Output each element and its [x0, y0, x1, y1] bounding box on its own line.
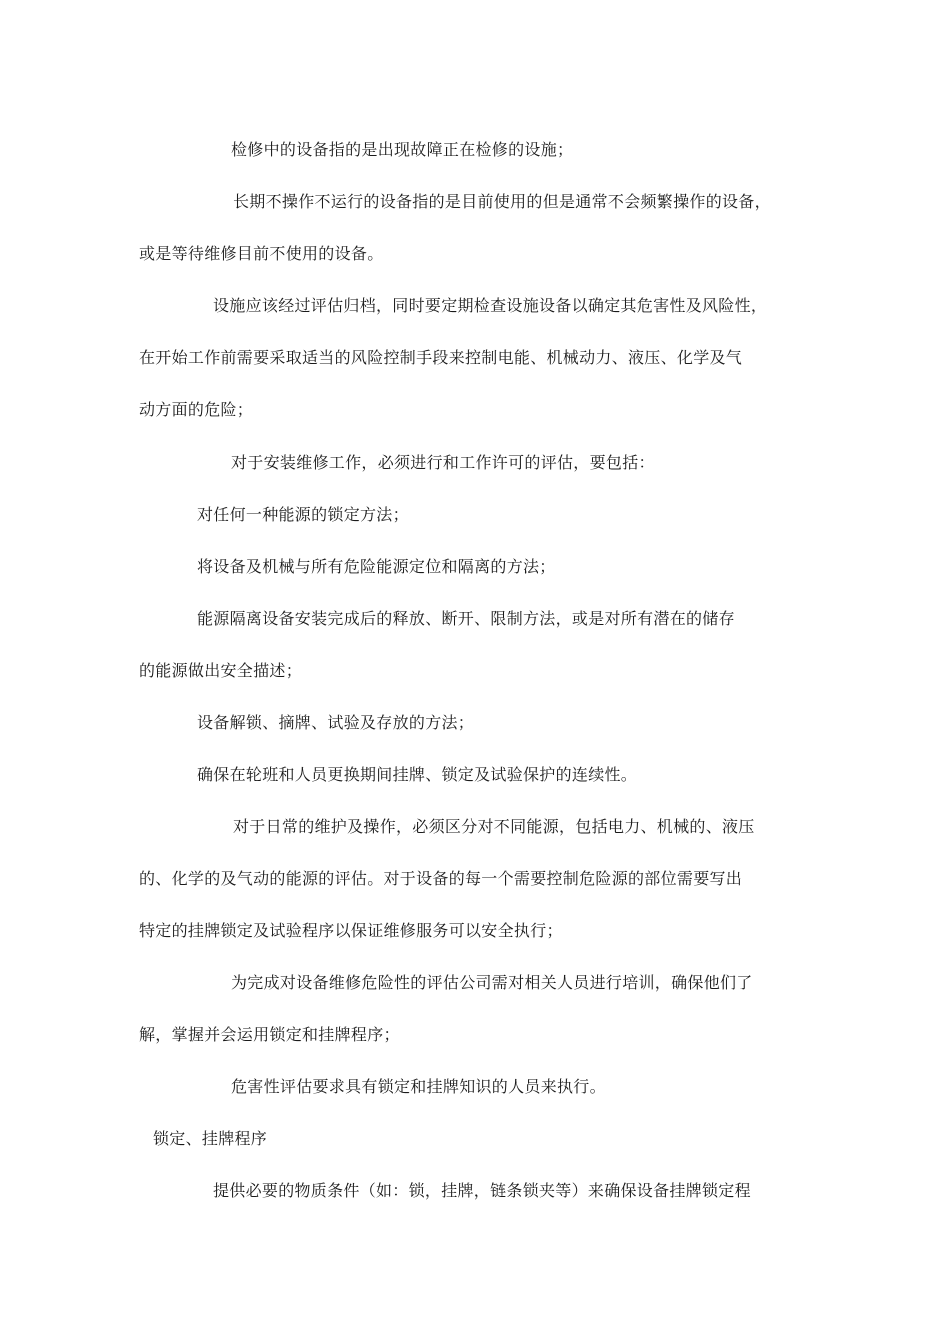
text-line: 能源隔离设备安装完成后的释放、断开、限制方法，或是对所有潜在的储存 [197, 609, 735, 628]
text-line: 对于安装维修工作，必须进行和工作许可的评估，要包括： [231, 453, 655, 472]
text-line: 确保在轮班和人员更换期间挂牌、锁定及试验保护的连续性。 [197, 765, 638, 784]
text-line: 特定的挂牌锁定及试验程序以保证维修服务可以安全执行； [139, 921, 563, 940]
text-line: 或是等待维修目前不使用的设备。 [139, 244, 384, 263]
text-line: 解，掌握并会运用锁定和挂牌程序； [139, 1025, 400, 1044]
text-line: 的能源做出安全描述； [139, 661, 303, 680]
section-heading: 锁定、挂牌程序 [153, 1129, 268, 1148]
text-line: 将设备及机械与所有危险能源定位和隔离的方法； [197, 557, 556, 576]
text-line: 的、化学的及气动的能源的评估。对于设备的每一个需要控制危险源的部位需要写出 [139, 869, 743, 888]
text-line: 危害性评估要求具有锁定和挂牌知识的人员来执行。 [231, 1077, 606, 1096]
text-line: 在开始工作前需要采取适当的风险控制手段来控制电能、机械动力、液压、化学及气 [139, 348, 743, 367]
text-line: 提供必要的物质条件（如：锁，挂牌，链条锁夹等）来确保设备挂牌锁定程 [213, 1181, 751, 1200]
text-line: 设施应该经过评估归档，同时要定期检查设施设备以确定其危害性及风险性， [213, 296, 768, 315]
text-line: 对于日常的维护及操作，必须区分对不同能源，包括电力、机械的、液压 [233, 817, 755, 836]
text-line: 检修中的设备指的是出现故障正在检修的设施； [231, 140, 574, 159]
text-line: 动方面的危险； [139, 400, 254, 419]
text-line: 为完成对设备维修危险性的评估公司需对相关人员进行培训，确保他们了 [231, 973, 753, 992]
text-line: 对任何一种能源的锁定方法； [197, 505, 409, 524]
text-line: 长期不操作不运行的设备指的是目前使用的但是通常不会频繁操作的设备， [233, 192, 771, 211]
text-line: 设备解锁、摘牌、试验及存放的方法； [197, 713, 475, 732]
